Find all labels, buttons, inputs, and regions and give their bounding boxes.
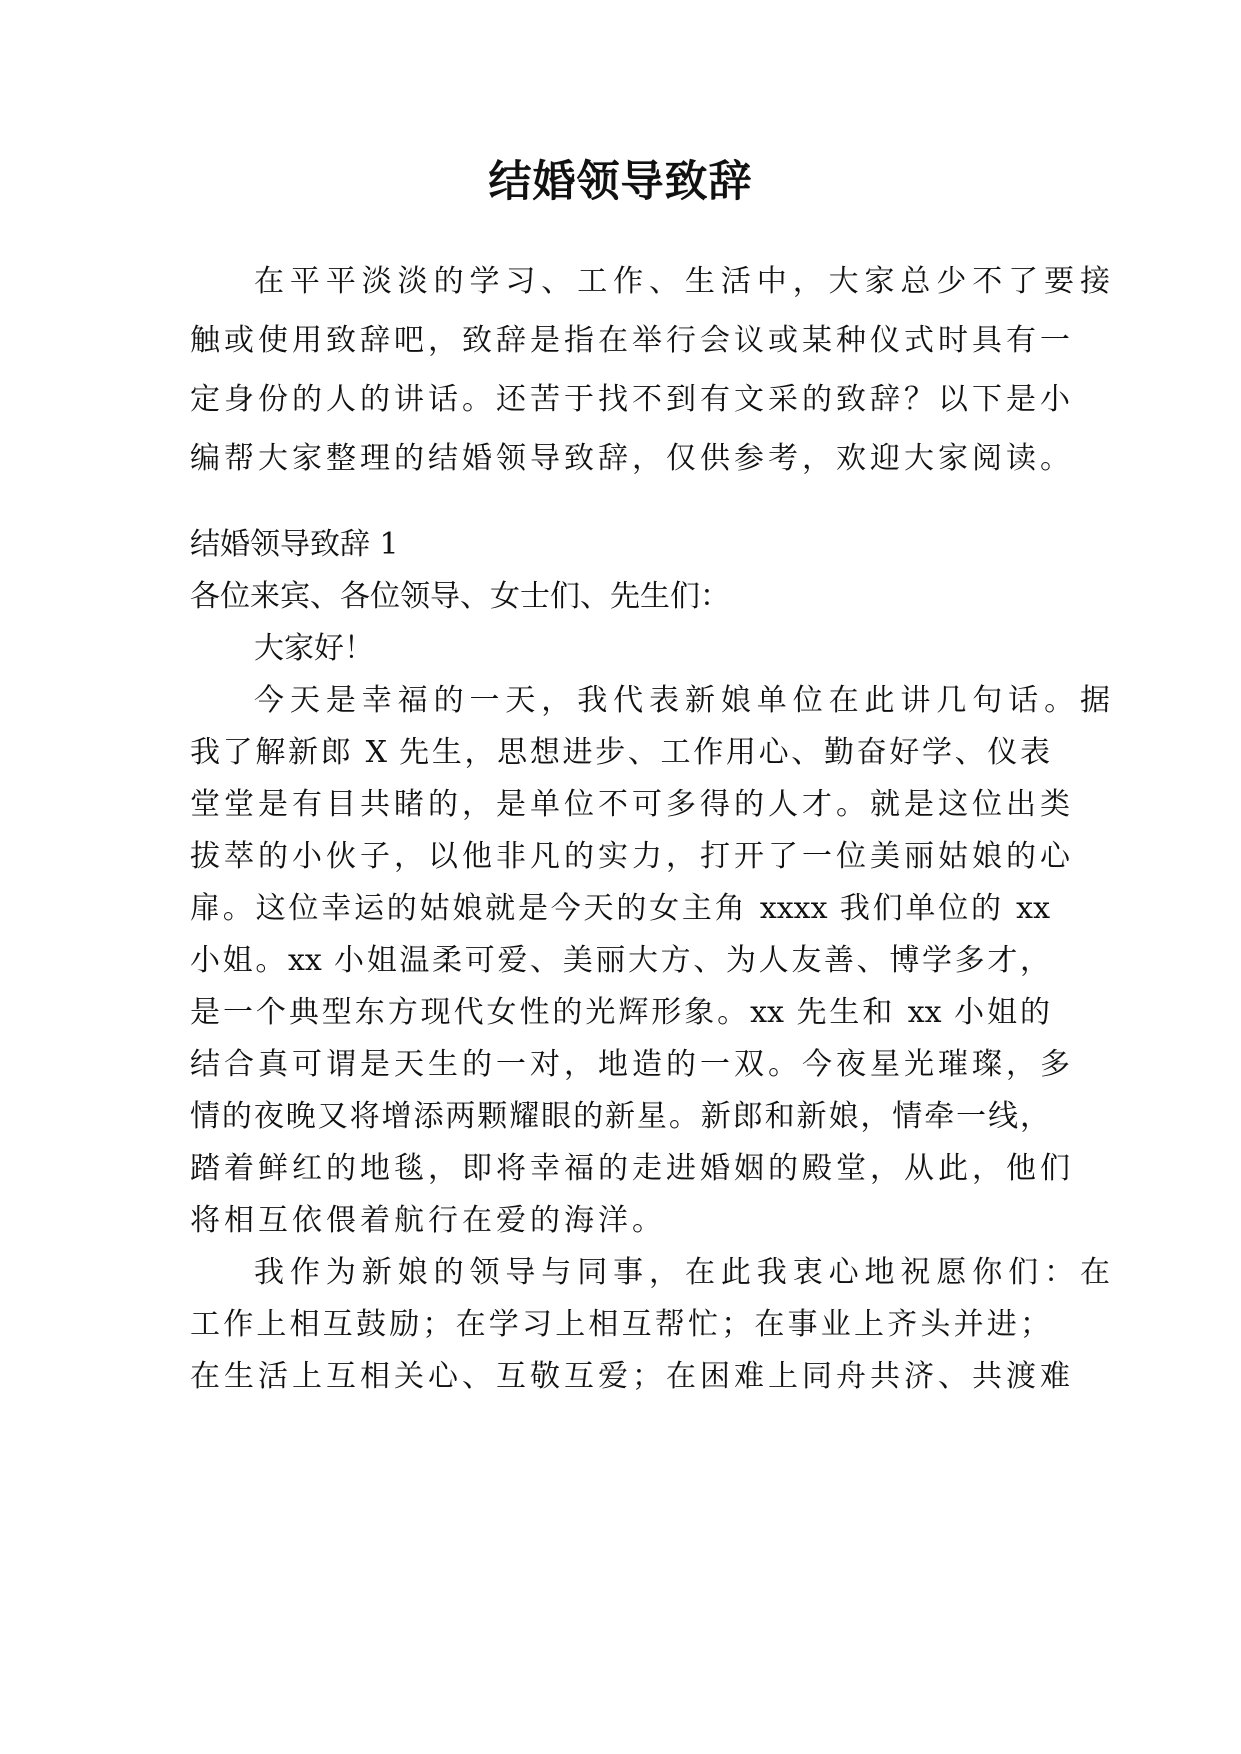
intro-line: 在平平淡淡的学习、工作、生活中，大家总少不了要接 xyxy=(254,264,1114,299)
intro-line: 编帮大家整理的结婚领导致辞，仅供参考，欢迎大家阅读。 xyxy=(190,441,1074,476)
intro-line: 触或使用致辞吧，致辞是指在举行会议或某种仪式时具有一 xyxy=(190,323,1074,358)
greeting: 大家好！ xyxy=(254,631,374,666)
paragraph-line: 我作为新娘的领导与同事，在此我衷心地祝愿你们：在 xyxy=(254,1255,1114,1290)
paragraph-line: 拔萃的小伙子，以他非凡的实力，打开了一位美丽姑娘的心 xyxy=(190,839,1074,874)
document-title: 结婚领导致辞 xyxy=(488,157,753,207)
paragraph-line: 小姐。xx 小姐温柔可爱、美丽大方、为人友善、博学多才， xyxy=(190,943,1050,978)
paragraph-line: 扉。这位幸运的姑娘就是今天的女主角 xxxx 我们单位的 xx xyxy=(190,891,1050,926)
intro-line: 定身份的人的讲话。还苦于找不到有文采的致辞？以下是小 xyxy=(190,382,1074,417)
paragraph-line: 今天是幸福的一天，我代表新娘单位在此讲几句话。据 xyxy=(254,683,1114,718)
paragraph-line: 堂堂是有目共睹的，是单位不可多得的人才。就是这位出类 xyxy=(190,787,1074,822)
salutation: 各位来宾、各位领导、女士们、先生们： xyxy=(190,579,730,614)
paragraph-line: 将相互依偎着航行在爱的海洋。 xyxy=(190,1203,666,1238)
paragraph-line: 我了解新郎 X 先生，思想进步、工作用心、勤奋好学、仪表 xyxy=(190,735,1050,770)
paragraph-line: 工作上相互鼓励；在学习上相互帮忙；在事业上齐头并进； xyxy=(190,1307,1050,1342)
section-heading: 结婚领导致辞 1 xyxy=(190,527,399,562)
paragraph-line: 是一个典型东方现代女性的光辉形象。xx 先生和 xx 小姐的 xyxy=(190,995,1050,1030)
paragraph-line: 结合真可谓是天生的一对，地造的一双。今夜星光璀璨，多 xyxy=(190,1047,1074,1082)
paragraph-line: 踏着鲜红的地毯，即将幸福的走进婚姻的殿堂，从此，他们 xyxy=(190,1151,1074,1186)
paragraph-line: 在生活上互相关心、互敬互爱；在困难上同舟共济、共渡难 xyxy=(190,1359,1074,1394)
paragraph-line: 情的夜晚又将增添两颗耀眼的新星。新郎和新娘，情牵一线， xyxy=(190,1099,1050,1134)
